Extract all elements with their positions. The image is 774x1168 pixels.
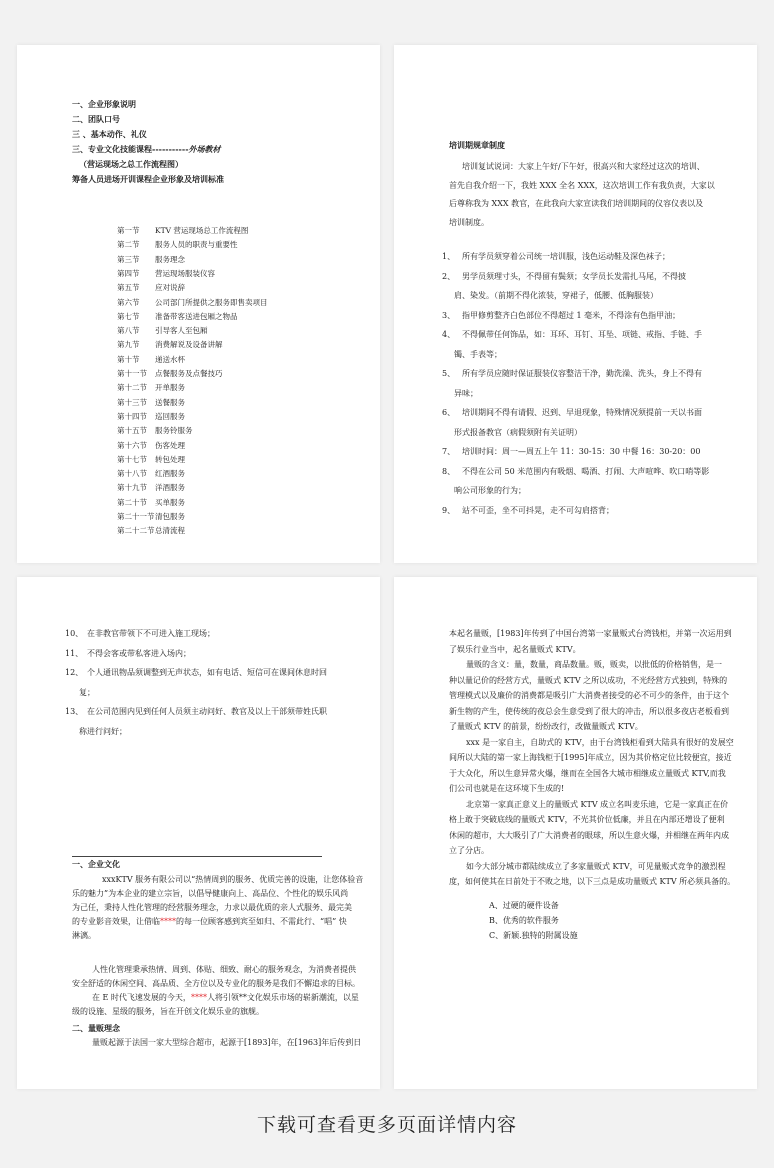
- outline-item: 三 、基本动作、礼仪: [72, 129, 147, 139]
- rule-text: 不得会客或带私客进入场内；: [87, 648, 191, 658]
- rule-text: 个人通讯物品须调整到无声状态，如有电话、短信可在课间休息时回: [87, 668, 327, 677]
- text-line: 度，如何使其在日前处于不败之地，以下三点是成功量贩式 KTV 所必须具备的。: [449, 877, 736, 886]
- text-line: 本起名量贩，[1983]年传到了中国台湾第一家量贩式台湾钱柜，并第一次运用到: [449, 629, 732, 638]
- text-line: 北京第一家真正意义上的量贩式 KTV 成立名叫麦乐迪，它是一家真正在价: [466, 799, 729, 809]
- text-line: 淋漓。: [72, 931, 96, 940]
- rule-text: 男学员须理寸头，不得留有鬓须；女学员长发需扎马尾，不得披: [462, 271, 686, 281]
- list-item: A、过硬的硬件设备: [489, 901, 559, 910]
- text-line: 了娱乐行业当中，起名量贩式 KTV。: [449, 644, 581, 654]
- text-line: 们公司也就是在这环境下生成的!: [449, 784, 565, 793]
- rule-number: 7、: [442, 447, 456, 456]
- document-page-3: [17, 577, 380, 1089]
- rule-text: 肩、染发。（前期不得化浓装，穿裙子，低腰、低胸服装）: [454, 291, 658, 300]
- text-line: xxx 是一家自主，自助式的 KTV，由于台湾钱柜看到大陆具有很好的发展空: [466, 737, 734, 747]
- outline-item: 一、企业形象说明: [72, 99, 136, 109]
- text-line: 的专业影音效果，让借临****的每一位顾客感到宾至如归、不需此行、“唱” 快: [72, 917, 347, 926]
- rule-text: 所有学员须穿着公司统一培训服，浅色运动鞋及深色袜子；: [462, 252, 670, 261]
- text-line: 新生物的产生，使传统的夜总会生意受到了很大的冲击，所以很多夜店老板看到: [449, 706, 729, 716]
- text-line: 首先自我介绍一下，我姓 XXX 全名 XXX，这次培训工作有我负责，大家以: [449, 180, 715, 190]
- rule-text: 镯、手表等；: [454, 349, 502, 359]
- text-line: 量贩起源于法国一家大型综合超市，起源于[1893]年，在[1963]年后传到日: [92, 1038, 362, 1047]
- rule-text: 异味；: [454, 388, 478, 398]
- text-line: 安全舒适的休闲空间、高品质、全方位以及专业化的服务是我们不懈追求的目标。: [72, 979, 360, 988]
- rule-number: 11、: [65, 648, 84, 658]
- text-line: 管理模式以及廉价的消费都是吸引广大消费者接受的必不可少的条件，由于这个: [449, 691, 729, 700]
- toc-row: 第十一节 点餐服务及点餐技巧: [117, 369, 223, 378]
- toc-row: 第十五节 服务铃服务: [117, 426, 193, 436]
- outline-suffix: 外场教材: [188, 144, 221, 154]
- list-item: B、优秀的软件服务: [489, 916, 559, 925]
- text-line: 乐的魅力”为本企业的建立宗旨，以倡导健康向上、高品位、个性化的娱乐风尚: [72, 889, 349, 898]
- redacted-name: ****: [160, 917, 176, 926]
- rule-number: 13、: [65, 707, 84, 716]
- text-line: 休闲的超市，大大吸引了广大消费者的眼球，所以生意火爆，并相继在两年内成: [449, 830, 729, 840]
- rule-number: 12、: [65, 668, 84, 677]
- document-page-1: [17, 45, 380, 563]
- text-line: 如今大部分城市都陆续成立了多家量贩式 KTV，可见量贩式竞争的激烈程: [466, 861, 726, 871]
- rule-number: 10、: [65, 629, 84, 638]
- toc-row: 第二十一节清包服务: [117, 512, 185, 521]
- rule-text: 在非教官带领下不可进入施工现场；: [87, 629, 215, 638]
- list-item: C、新颖.独特的附属设施: [489, 931, 578, 940]
- rule-number: 5、: [442, 369, 456, 378]
- text-line: 为己任，秉持人性化管理的经营服务理念，力求以最优质的亲人式服务、最完美: [72, 903, 352, 912]
- outline-item: 三、专业文化技能课程-----------外场教材: [72, 144, 221, 154]
- document-page-4: [394, 577, 757, 1089]
- toc-row: 第十三节 送餐服务: [117, 397, 185, 407]
- rule-number: 4、: [442, 330, 456, 339]
- toc-row: 第十四节 巡回服务: [117, 411, 185, 421]
- toc-row: 第三节 服务理念: [117, 254, 185, 264]
- toc-row: 第四节 营运现场服装仪容: [117, 268, 215, 278]
- text-line: 间所以大陆的第一家上海钱柜于[1995]年成立，因为其价格定位比较便宜，接近: [449, 753, 732, 762]
- toc-row: 第二十节 买单服务: [117, 497, 185, 507]
- toc-row: 第十七节 转包处理: [117, 454, 185, 464]
- rule-text: 培训期间不得有请假、迟到、早退现象，特殊情况须提前一天以书面: [462, 408, 702, 417]
- toc-row: 第二节 服务人员的职责与重要性: [117, 240, 238, 250]
- text-line: 培训制度。: [449, 217, 489, 227]
- text-line: 在 E 时代飞速发展的今天，****人将引领**文化娱乐市场的崭新潮流，以星: [92, 993, 359, 1002]
- toc-row: 第五节 应对说辞: [117, 283, 185, 293]
- toc-row: 第九节 消费解说及设备讲解: [117, 340, 223, 350]
- text-line: 级的设施、星级的服务，旨在开创文化娱乐业的旗舰。: [72, 1007, 264, 1016]
- toc-row: 第十二节 开单服务: [117, 383, 185, 393]
- outline-item: （营运现场之总工作流程图）: [79, 159, 183, 169]
- text-line: 后尊称我为 XXX 教官，在此我向大家宣读我们培训期间的仪容仪表以及: [449, 199, 704, 208]
- outline-item: 筹备人员进场开训课程企业形象及培训标准: [72, 174, 224, 184]
- toc-row: 第二十二节总清流程: [117, 526, 185, 536]
- text-line: 于大众化，所以生意异常火爆，继而在全国各大城市相继成立量贩式 KTV,而我: [449, 768, 726, 778]
- rule-text: 指甲修剪整齐白色部位不得超过 1 毫米，不得涂有色指甲油；: [462, 310, 681, 320]
- footer-caption: 下载可查看更多页面详情内容: [256, 1114, 517, 1136]
- toc-row: 第十节 递送水杯: [117, 354, 185, 364]
- rule-text: 培训时间：周一—周五上午 11：30-15：30 中餐 16：30-20：00: [462, 447, 701, 456]
- rule-number: 3、: [442, 310, 456, 320]
- rule-text: 不得在公司 50 米范围内有吸烟、喝酒、打闹、大声喧哗、吹口哨等影: [462, 466, 710, 476]
- outline-item: 二、团队口号: [72, 114, 120, 124]
- section-title-concept: 二、量贩理念: [72, 1023, 120, 1033]
- rule-text: 不得佩带任何饰品，如：耳环、耳钉、耳坠、项链、戒指、手链、手: [462, 330, 702, 339]
- page-title: 培训期规章制度: [449, 140, 505, 150]
- toc-row: 第十六节 伤客处理: [117, 440, 185, 450]
- document-page-2: [394, 45, 757, 563]
- toc-row: 第十八节 红酒服务: [117, 469, 185, 479]
- rule-text: 响公司形象的行为；: [454, 486, 526, 495]
- text-line: xxxKTV 服务有限公司以“热情周到的服务、优质完善的设施，让您体验音: [102, 875, 364, 884]
- rule-text: 在公司范围内见到任何人员须主动问好、教官及以上干部须带姓氏职: [87, 707, 327, 716]
- text-line: 格上敢于突破底线的量贩式 KTV，不光其价位低廉，并且在内部还增设了便利: [449, 815, 725, 824]
- rule-text: 站不可歪，坐不可抖晃，走不可勾肩搭背；: [462, 505, 614, 515]
- toc-row: 第六节 公司部门所提供之服务即售卖项目: [117, 297, 268, 307]
- rule-text: 复；: [79, 687, 95, 697]
- toc-row: 第十九节 洋酒服务: [117, 483, 185, 493]
- text-line: 培训复试说词：大家上午好/下午好，很高兴和大家经过这次的培训、: [462, 162, 705, 171]
- rule-text: 称进行问好；: [79, 726, 127, 736]
- toc-row: 第一节 KTV 营运现场总工作流程图: [117, 226, 249, 235]
- text-line: 立了分店。: [449, 846, 489, 855]
- text-line: 量贩的含义：量，数量，商品数量。贩，贩卖，以批低的价格销售，是一: [466, 660, 722, 669]
- rule-number: 1、: [442, 252, 456, 261]
- text-line: 种以量记价的经营方式，量贩式 KTV 之所以成功，不光经营方式独到，特殊的: [449, 675, 728, 685]
- rule-text: 形式报备教官（病假须附有关证明）: [454, 427, 582, 437]
- text-line: 了量贩式 KTV 的前景，纷纷改行，改做量贩式 KTV。: [449, 722, 643, 731]
- toc-row: 第七节 准备带客送进包厢之物品: [117, 311, 238, 321]
- rule-number: 9、: [442, 505, 456, 515]
- redacted-name: ****: [190, 993, 207, 1002]
- rule-text: 所有学员应随时保证服装仪容整洁干净，勤洗澡、洗头，身上不得有: [462, 369, 702, 378]
- rule-number: 8、: [442, 466, 456, 476]
- rule-number: 6、: [442, 408, 456, 417]
- rule-number: 2、: [442, 271, 456, 281]
- toc-row: 第八节 引导客人至包厢: [117, 326, 208, 336]
- text-line: 人性化管理秉承热情、周到、体贴、细致、耐心的服务观念，为消费者提供: [92, 965, 356, 974]
- section-title-culture: 一、企业文化: [72, 859, 120, 869]
